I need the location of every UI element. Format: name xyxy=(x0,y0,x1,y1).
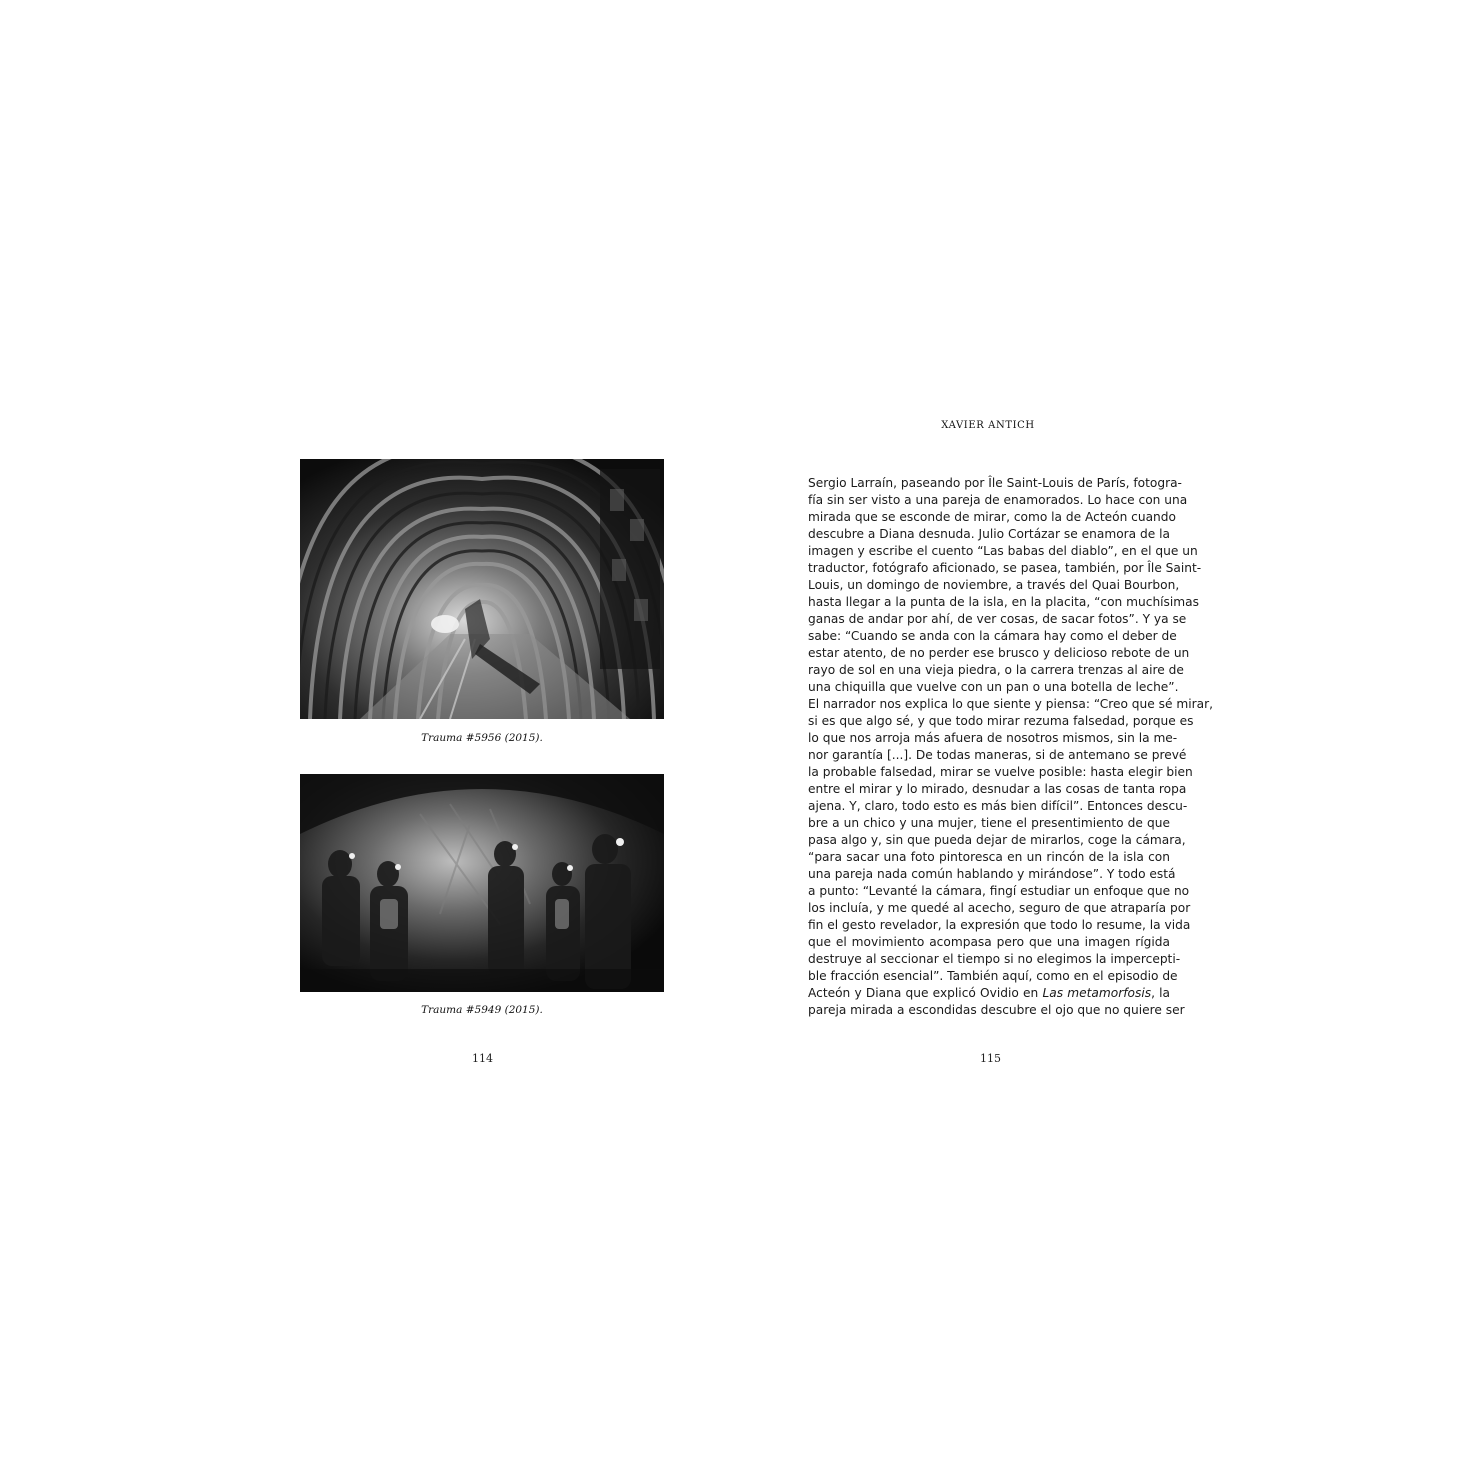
mine-tunnel-arches-photo xyxy=(300,459,664,719)
text-line: Sergio Larraín, paseando por Île Saint-Louis de París, fotogra- xyxy=(808,476,1182,490)
text-line: ajena. Y, claro, todo esto es más bien difícil”. Entonces descu- xyxy=(808,799,1188,813)
text-line: descubre a Diana desnuda. Julio Cortázar se enamora de la xyxy=(808,527,1170,541)
text-line: pasa algo y, sin que pueda dejar de mirarlos, coge la cámara, xyxy=(808,833,1186,847)
text-line: los incluía, y me quedé al acecho, seguro de que atraparía por xyxy=(808,901,1191,915)
text-line: la probable falsedad, mirar se vuelve posible: hasta elegir bien xyxy=(808,765,1193,779)
text-line: si es que algo sé, y que todo mirar rezuma falsedad, porque es xyxy=(808,714,1194,728)
text-run: , la xyxy=(1151,986,1170,1000)
text-line: pareja mirada a escondidas descubre el ojo que no quiere ser xyxy=(808,1003,1185,1017)
text-line: imagen y escribe el cuento “Las babas del diablo”, en el que un xyxy=(808,544,1198,558)
text-line: fía sin ser visto a una pareja de enamorados. Lo hace con una xyxy=(808,493,1188,507)
right-page xyxy=(736,0,1472,1472)
text-line: una chiquilla que vuelve con un pan o una botella de leche”. xyxy=(808,680,1179,694)
running-head: XAVIER ANTICH xyxy=(941,420,1035,431)
text-line: una pareja nada común hablando y mirándose”. Y todo está xyxy=(808,867,1176,881)
figure-caption: Trauma #5949 (2015). xyxy=(421,1004,543,1016)
figure-image-tunnel xyxy=(300,459,664,719)
page-number: 115 xyxy=(980,1052,1001,1065)
text-line: traductor, fotógrafo aficionado, se pasea, también, por Île Saint- xyxy=(808,561,1202,575)
text-line: estar atento, de no perder ese brusco y delicioso rebote de un xyxy=(808,646,1190,660)
figure-caption: Trauma #5956 (2015). xyxy=(421,732,543,744)
text-line: Louis, un domingo de noviembre, a través del Quai Bourbon, xyxy=(808,578,1180,592)
text-line: ganas de andar por ahí, de ver cosas, de sacar fotos”. Y ya se xyxy=(808,612,1187,626)
text-line: bre a un chico y una mujer, tiene el presentimiento de que xyxy=(808,816,1170,830)
page-number: 114 xyxy=(472,1052,493,1065)
italic-book-title: Las metamorfosis xyxy=(1042,986,1152,1000)
text-line: nor garantía [...]. De todas maneras, si de antemano se prevé xyxy=(808,748,1187,762)
text-line: El narrador nos explica lo que siente y piensa: “Creo que sé mirar, xyxy=(808,697,1213,711)
text-line: ble fracción esencial”. También aquí, como en el episodio de xyxy=(808,969,1178,983)
text-line: que el movimiento acompasa pero que una imagen rígida xyxy=(808,935,1170,949)
text-line: destruye al seccionar el tiempo si no elegimos la impercepti- xyxy=(808,952,1181,966)
text-line: “para sacar una foto pintoresca en un rincón de la isla con xyxy=(808,850,1170,864)
text-line: fin el gesto revelador, la expresión que todo lo resume, la vida xyxy=(808,918,1191,932)
figure-image-miners xyxy=(300,774,664,992)
text-line: entre el mirar y lo mirado, desnudar a las cosas de tanta ropa xyxy=(808,782,1187,796)
text-run: Acteón y Diana que explicó Ovidio en xyxy=(808,986,1043,1000)
text-line: rayo de sol en una vieja piedra, o la carrera trenzas al aire de xyxy=(808,663,1184,677)
text-line: lo que nos arroja más afuera de nosotros mismos, sin la me- xyxy=(808,731,1178,745)
text-line-with-italic xyxy=(808,985,1170,1002)
text-line: hasta llegar a la punta de la isla, en la placita, “con muchísimas xyxy=(808,595,1199,609)
text-line: sabe: “Cuando se anda con la cámara hay como el deber de xyxy=(808,629,1177,643)
text-line: mirada que se esconde de mirar, como la de Acteón cuando xyxy=(808,510,1176,524)
body-paragraph xyxy=(808,475,1213,1019)
miners-with-lamps-photo xyxy=(300,774,664,992)
text-line: a punto: “Levanté la cámara, fingí estudiar un enfoque que no xyxy=(808,884,1190,898)
